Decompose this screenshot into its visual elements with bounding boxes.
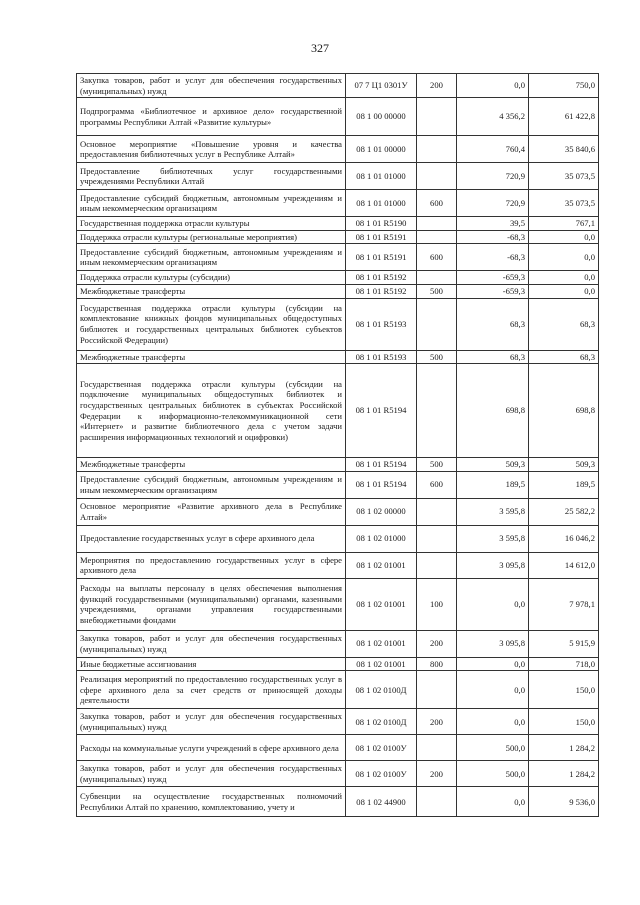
row-expense-type: 600 bbox=[417, 190, 457, 217]
budget-table bbox=[76, 73, 599, 817]
row-value-total: 14 612,0 bbox=[529, 552, 599, 578]
table-row bbox=[77, 498, 599, 525]
row-code: 08 1 01 01000 bbox=[346, 163, 417, 190]
row-value-total: 35 073,5 bbox=[529, 190, 599, 217]
row-value-change: 39,5 bbox=[457, 217, 529, 231]
row-value-total: 5 915,9 bbox=[529, 630, 599, 657]
row-value-total: 61 422,8 bbox=[529, 98, 599, 136]
row-code: 08 1 02 0100Д bbox=[346, 709, 417, 735]
row-code: 08 1 01 R5194 bbox=[346, 364, 417, 458]
table-row bbox=[77, 630, 599, 657]
table-row bbox=[77, 163, 599, 190]
row-code: 08 1 01 R5191 bbox=[346, 230, 417, 244]
table-row bbox=[77, 471, 599, 498]
row-value-change: 3 595,8 bbox=[457, 498, 529, 525]
row-code: 08 1 01 R5192 bbox=[346, 284, 417, 298]
row-value-total: 509,3 bbox=[529, 458, 599, 472]
row-expense-type: 200 bbox=[417, 630, 457, 657]
row-value-total: 7 978,1 bbox=[529, 578, 599, 630]
row-description: Закупка товаров, работ и услуг для обеспечения государственных (муниципальных) нужд bbox=[77, 761, 346, 787]
row-expense-type bbox=[417, 98, 457, 136]
row-expense-type: 600 bbox=[417, 244, 457, 271]
table-row bbox=[77, 787, 599, 817]
row-value-change: 0,0 bbox=[457, 578, 529, 630]
row-value-change: 760,4 bbox=[457, 136, 529, 163]
table-row bbox=[77, 74, 599, 98]
row-description: Предоставление государственных услуг в сфере архивного дела bbox=[77, 525, 346, 552]
table-row bbox=[77, 298, 599, 350]
row-description: Основное мероприятие «Развитие архивного дела в Республике Алтай» bbox=[77, 498, 346, 525]
row-value-change: 0,0 bbox=[457, 709, 529, 735]
row-description: Межбюджетные трансферты bbox=[77, 350, 346, 364]
row-expense-type bbox=[417, 298, 457, 350]
table-row bbox=[77, 552, 599, 578]
row-value-total: 1 284,2 bbox=[529, 735, 599, 761]
row-description: Государственная поддержка отрасли культуры (субсидии на комплектование книжных фондов муниципальных общедоступных библиотек и государственных центральных библиотек субъектов Российской Федерации) bbox=[77, 298, 346, 350]
table-row bbox=[77, 578, 599, 630]
row-expense-type: 100 bbox=[417, 578, 457, 630]
row-value-change: 500,0 bbox=[457, 735, 529, 761]
row-description: Предоставление библиотечных услуг государственными учреждениями Республики Алтай bbox=[77, 163, 346, 190]
row-value-change: 4 356,2 bbox=[457, 98, 529, 136]
table-row bbox=[77, 98, 599, 136]
row-value-change: 720,9 bbox=[457, 163, 529, 190]
row-value-change: 189,5 bbox=[457, 471, 529, 498]
row-code: 08 1 02 01000 bbox=[346, 525, 417, 552]
row-value-total: 25 582,2 bbox=[529, 498, 599, 525]
row-code: 08 1 02 0100У bbox=[346, 761, 417, 787]
row-code: 08 1 02 0100Д bbox=[346, 671, 417, 709]
row-expense-type: 200 bbox=[417, 709, 457, 735]
row-expense-type: 800 bbox=[417, 657, 457, 671]
row-description: Межбюджетные трансферты bbox=[77, 458, 346, 472]
table-row bbox=[77, 136, 599, 163]
table-row bbox=[77, 709, 599, 735]
row-value-total: 0,0 bbox=[529, 271, 599, 285]
table-row bbox=[77, 735, 599, 761]
row-description: Субвенции на осуществление государственных полномочий Республики Алтай по хранению, комплектованию, учету и bbox=[77, 787, 346, 817]
table-row bbox=[77, 671, 599, 709]
row-value-total: 150,0 bbox=[529, 671, 599, 709]
row-description: Подпрограмма «Библиотечное и архивное дело» государственной программы Республики Алтай «Развитие культуры» bbox=[77, 98, 346, 136]
row-expense-type: 200 bbox=[417, 74, 457, 98]
row-code: 08 1 02 01001 bbox=[346, 657, 417, 671]
row-code: 08 1 01 R5193 bbox=[346, 298, 417, 350]
row-code: 08 1 02 01001 bbox=[346, 552, 417, 578]
row-expense-type: 500 bbox=[417, 350, 457, 364]
row-code: 08 1 01 00000 bbox=[346, 136, 417, 163]
row-value-total: 767,1 bbox=[529, 217, 599, 231]
row-code: 08 1 02 01001 bbox=[346, 630, 417, 657]
row-value-change: 0,0 bbox=[457, 671, 529, 709]
row-expense-type bbox=[417, 163, 457, 190]
table-row bbox=[77, 244, 599, 271]
row-description: Расходы на коммунальные услуги учреждений в сфере архивного дела bbox=[77, 735, 346, 761]
row-description: Предоставление субсидий бюджетным, автономным учреждениям и иным некоммерческим организациям bbox=[77, 471, 346, 498]
row-code: 08 1 01 R5194 bbox=[346, 458, 417, 472]
row-code: 08 1 02 44900 bbox=[346, 787, 417, 817]
row-code: 08 1 01 R5194 bbox=[346, 471, 417, 498]
row-value-total: 189,5 bbox=[529, 471, 599, 498]
row-value-total: 0,0 bbox=[529, 230, 599, 244]
row-value-change: -68,3 bbox=[457, 230, 529, 244]
page-number: 327 bbox=[311, 41, 329, 55]
row-description: Закупка товаров, работ и услуг для обеспечения государственных (муниципальных) нужд bbox=[77, 74, 346, 98]
row-expense-type bbox=[417, 230, 457, 244]
row-description: Реализация мероприятий по предоставлению государственных услуг в сфере архивного дела за счет средств от приносящей доходы деятельности bbox=[77, 671, 346, 709]
row-description: Расходы на выплаты персоналу в целях обеспечения выполнения функций государственными (муниципальными) органами, казенными учреждениями, органами управления государственными внебюджетными фондами bbox=[77, 578, 346, 630]
row-expense-type bbox=[417, 735, 457, 761]
row-value-change: 0,0 bbox=[457, 74, 529, 98]
row-description: Поддержка отрасли культуры (региональные мероприятия) bbox=[77, 230, 346, 244]
row-expense-type: 200 bbox=[417, 761, 457, 787]
row-expense-type bbox=[417, 671, 457, 709]
row-expense-type bbox=[417, 498, 457, 525]
row-description: Закупка товаров, работ и услуг для обеспечения государственных (муниципальных) нужд bbox=[77, 630, 346, 657]
row-value-change: 0,0 bbox=[457, 657, 529, 671]
row-expense-type: 600 bbox=[417, 471, 457, 498]
row-value-total: 9 536,0 bbox=[529, 787, 599, 817]
row-value-change: 509,3 bbox=[457, 458, 529, 472]
table-row bbox=[77, 271, 599, 285]
row-value-change: -68,3 bbox=[457, 244, 529, 271]
row-description: Государственная поддержка отрасли культуры bbox=[77, 217, 346, 231]
row-value-change: -659,3 bbox=[457, 284, 529, 298]
row-expense-type bbox=[417, 136, 457, 163]
row-value-change: 698,8 bbox=[457, 364, 529, 458]
row-value-change: 3 595,8 bbox=[457, 525, 529, 552]
row-value-total: 35 840,6 bbox=[529, 136, 599, 163]
row-description: Основное мероприятие «Повышение уровня и качества предоставления библиотечных услуг в Республике Алтай» bbox=[77, 136, 346, 163]
row-expense-type bbox=[417, 271, 457, 285]
row-description: Иные бюджетные ассигнования bbox=[77, 657, 346, 671]
row-description: Предоставление субсидий бюджетным, автономным учреждениям и иным некоммерческим организациям bbox=[77, 244, 346, 271]
row-expense-type bbox=[417, 787, 457, 817]
row-value-total: 1 284,2 bbox=[529, 761, 599, 787]
row-value-total: 0,0 bbox=[529, 244, 599, 271]
table-row bbox=[77, 350, 599, 364]
table-row bbox=[77, 458, 599, 472]
row-code: 08 1 01 R5193 bbox=[346, 350, 417, 364]
row-expense-type bbox=[417, 525, 457, 552]
row-value-change: 68,3 bbox=[457, 350, 529, 364]
row-value-change: 0,0 bbox=[457, 787, 529, 817]
table-row bbox=[77, 761, 599, 787]
row-value-total: 35 073,5 bbox=[529, 163, 599, 190]
row-description: Поддержка отрасли культуры (субсидии) bbox=[77, 271, 346, 285]
row-description: Закупка товаров, работ и услуг для обеспечения государственных (муниципальных) нужд bbox=[77, 709, 346, 735]
table-row bbox=[77, 230, 599, 244]
row-expense-type: 500 bbox=[417, 458, 457, 472]
table-row bbox=[77, 364, 599, 458]
row-code: 07 7 Ц1 0301У bbox=[346, 74, 417, 98]
row-expense-type bbox=[417, 552, 457, 578]
row-value-change: -659,3 bbox=[457, 271, 529, 285]
row-value-total: 68,3 bbox=[529, 298, 599, 350]
row-value-total: 698,8 bbox=[529, 364, 599, 458]
row-code: 08 1 02 01001 bbox=[346, 578, 417, 630]
table-row bbox=[77, 217, 599, 231]
table-row bbox=[77, 525, 599, 552]
table-row bbox=[77, 284, 599, 298]
row-value-total: 150,0 bbox=[529, 709, 599, 735]
row-code: 08 1 01 R5192 bbox=[346, 271, 417, 285]
row-value-total: 16 046,2 bbox=[529, 525, 599, 552]
row-code: 08 1 01 R5191 bbox=[346, 244, 417, 271]
row-expense-type bbox=[417, 364, 457, 458]
row-expense-type: 500 bbox=[417, 284, 457, 298]
row-value-total: 0,0 bbox=[529, 284, 599, 298]
row-value-change: 500,0 bbox=[457, 761, 529, 787]
row-description: Мероприятия по предоставлению государственных услуг в сфере архивного дела bbox=[77, 552, 346, 578]
table-row bbox=[77, 190, 599, 217]
row-code: 08 1 00 00000 bbox=[346, 98, 417, 136]
row-value-change: 3 095,8 bbox=[457, 552, 529, 578]
row-code: 08 1 01 01000 bbox=[346, 190, 417, 217]
row-code: 08 1 02 00000 bbox=[346, 498, 417, 525]
table-row bbox=[77, 657, 599, 671]
row-value-change: 3 095,8 bbox=[457, 630, 529, 657]
row-value-total: 718,0 bbox=[529, 657, 599, 671]
row-description: Государственная поддержка отрасли культуры (субсидии на подключение муниципальных общедоступных библиотек и государственных центральных библиотек в субъектах Российской Федерации к информационно-телекоммуникационной сети «Интернет» и развитие библиотечного дела с учетом задачи расширения информационных технологий и оцифровки) bbox=[77, 364, 346, 458]
row-code: 08 1 01 R5190 bbox=[346, 217, 417, 231]
row-code: 08 1 02 0100У bbox=[346, 735, 417, 761]
row-value-total: 750,0 bbox=[529, 74, 599, 98]
row-value-change: 720,9 bbox=[457, 190, 529, 217]
row-value-total: 68,3 bbox=[529, 350, 599, 364]
row-expense-type bbox=[417, 217, 457, 231]
row-description: Межбюджетные трансферты bbox=[77, 284, 346, 298]
row-value-change: 68,3 bbox=[457, 298, 529, 350]
row-description: Предоставление субсидий бюджетным, автономным учреждениям и иным некоммерческим организациям bbox=[77, 190, 346, 217]
